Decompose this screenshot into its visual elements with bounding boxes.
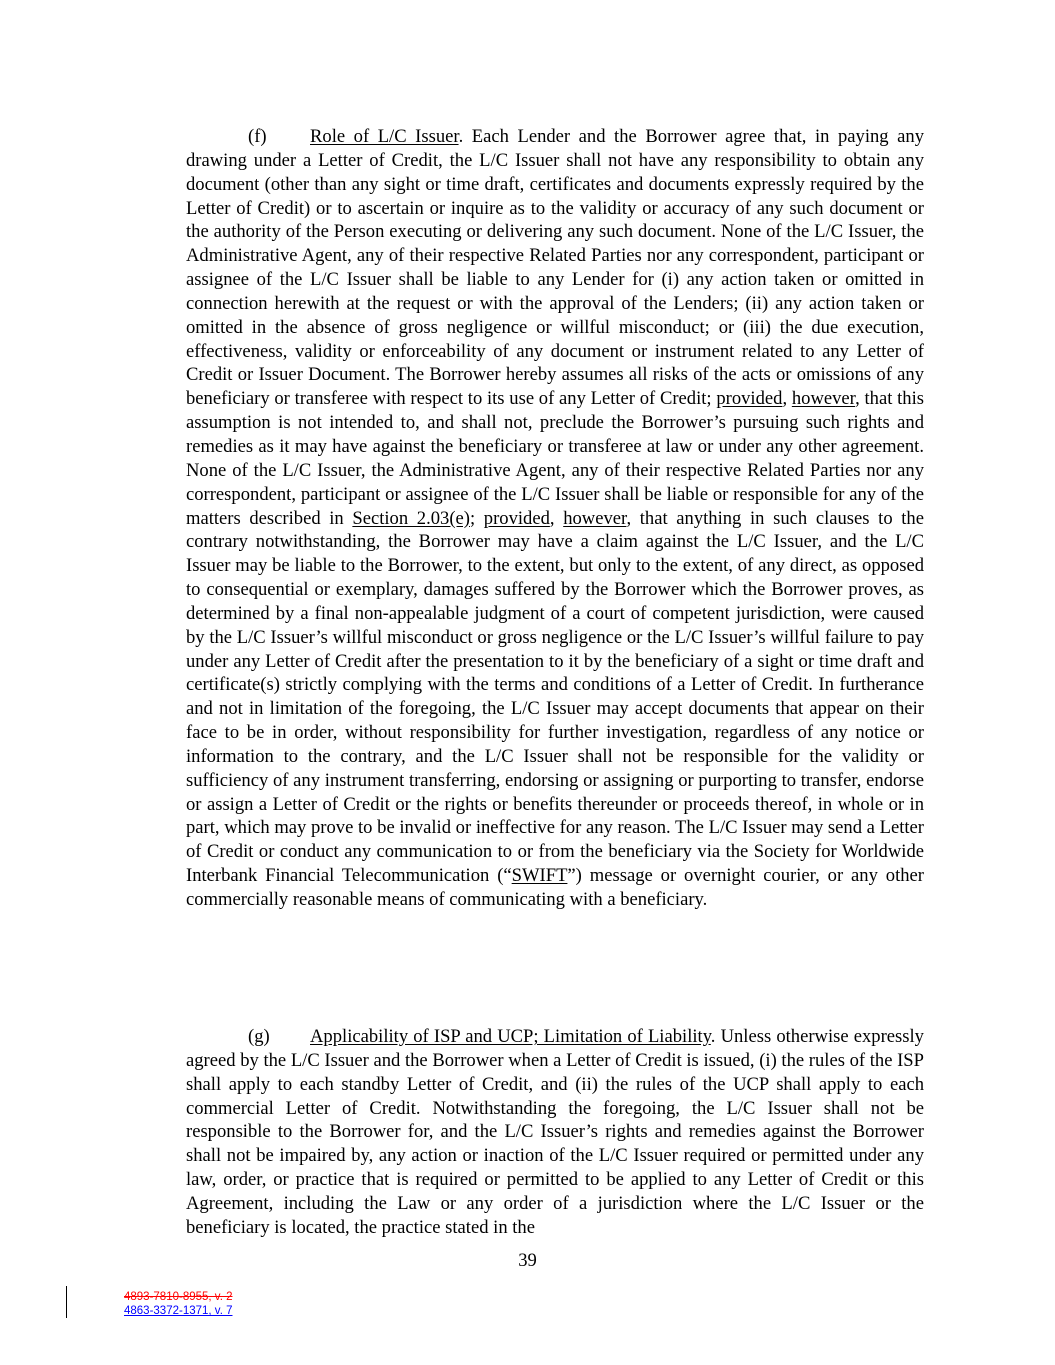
paragraph-g-text-1: . Unless otherwise expressly agreed by the L/C Issuer and the Borrower when a Letter of Credit is issued, (i) the rules of the ISP shall apply to each standby Letter of Credit, and (ii) the rules of the UCP shall apply to each commercial Letter of Credit. Notwithstanding the foregoing, the L/C Issuer shall not be responsible to the Borrower for, and the L/C Issuer’s rights and remedies against the Borrower shall not be impaired by, any action or inaction of the L/C Issuer required or permitted under any law, order, or practice that is required or permitted to be applied to any Letter of Credit or this Agreement, including the Law or any order of a jurisdiction where the L/C Issuer or the beneficiary is located, the practice stated in the: [186, 1026, 924, 1238]
however-term-1: however: [791, 388, 856, 410]
paragraph-f: [186, 125, 924, 912]
comma-2: ,: [549, 507, 564, 529]
doc-id-inserted: 4863-3372-1371, v. 7: [124, 1305, 233, 1317]
paragraph-f-heading: Role of L/C Issuer: [310, 126, 459, 147]
paragraph-f-text-1: . Each Lender and the Borrower agree that, in paying any drawing under a Letter of Credit, the L/C Issuer shall not have any responsibility to obtain any document (other than any sight or time draft, certificates and documents expressly required by the Letter of Credit) or to ascertain or inquire as to the validity or accuracy of any such document or the authority of the Person executing or delivering any such document. None of the L/C Issuer, the Administrative Agent, any of their respective Related Parties nor any correspondent, participant or assignee of the L/C Issuer shall be liable to any Lender for (i) any action taken or omitted in connection herewith at the request or with the approval of the Lenders; (ii) any action taken or omitted in the absence of gross negligence or willful misconduct; or (iii) the due execution, effectiveness, validity or enforceability of any document or instrument related to any Letter of Credit or Issuer Document. The Borrower hereby assumes all risks of the acts or omissions of any beneficiary or transferee with respect to its use of any Letter of Credit;: [186, 126, 925, 410]
provided-term-1: provided: [716, 388, 783, 410]
paragraph-f-text-4: ”) message or overnight courier, or any other commercially reasonable means of communicating with a beneficiary.: [186, 865, 924, 910]
page-number: 39: [518, 1250, 537, 1271]
paragraph-g-heading: Applicability of ISP and UCP; Limitation of Liability: [310, 1026, 711, 1047]
however-term-2: however: [563, 507, 627, 529]
change-bar: [66, 1286, 67, 1318]
paragraph-f-number: (f): [248, 126, 267, 147]
paragraph-g: [186, 1025, 924, 1240]
paragraph-g-number: (g): [248, 1026, 270, 1047]
paragraph-f-text-2: , that this assumption is not intended to, and shall not, preclude the Borrower’s pursuing such rights and remedies as it may have against the beneficiary or transferee at law or under any other agreement. None of the L/C Issuer, the Administrative Agent, any of their respective Related Parties nor any correspondent, participant or assignee of the L/C Issuer shall be liable or responsible for any of the matters described in: [186, 388, 924, 529]
section-reference: Section 2.03(e): [352, 507, 470, 529]
semicolon: ;: [469, 507, 484, 529]
paragraph-f-text-3: , that anything in such clauses to the contrary notwithstanding, the Borrower may have a claim against the L/C Issuer, and the L/C Issuer may be liable to the Borrower, to the extent, but only to the extent, of any direct, as opposed to consequential or exemplary, damages suffered by the Borrower which the Borrower proves, as determined by a final non-appealable judgment of a court of competent jurisdiction, were caused by the L/C Issuer’s willful misconduct or gross negligence or the L/C Issuer’s willful failure to pay under any Letter of Credit after the presentation to it by the beneficiary of a sight or time draft and certificate(s) strictly complying with the terms and conditions of a Letter of Credit. In furtherance and not in limitation of the foregoing, the L/C Issuer may accept documents that appear on their face to be in order, without responsibility for further investigation, regardless of any notice or information to the contrary, and the L/C Issuer shall not be responsible for the validity or sufficiency of any instrument transferring, endorsing or assigning or purporting to transfer, endorse or assign a Letter of Credit or the rights or benefits thereunder or proceeds thereof, in whole or in part, which may prove to be invalid or ineffective for any reason. The L/C Issuer may send a Letter of Credit or conduct any communication to or from the beneficiary via the Society for Worldwide Interbank Financial Telecommunication (“: [186, 507, 924, 887]
comma-1: ,: [782, 388, 792, 410]
swift-defined-term: SWIFT: [511, 865, 568, 887]
provided-term-2: provided: [483, 507, 550, 529]
doc-id-deleted: 4893-7810-8955, v. 2: [124, 1291, 233, 1303]
